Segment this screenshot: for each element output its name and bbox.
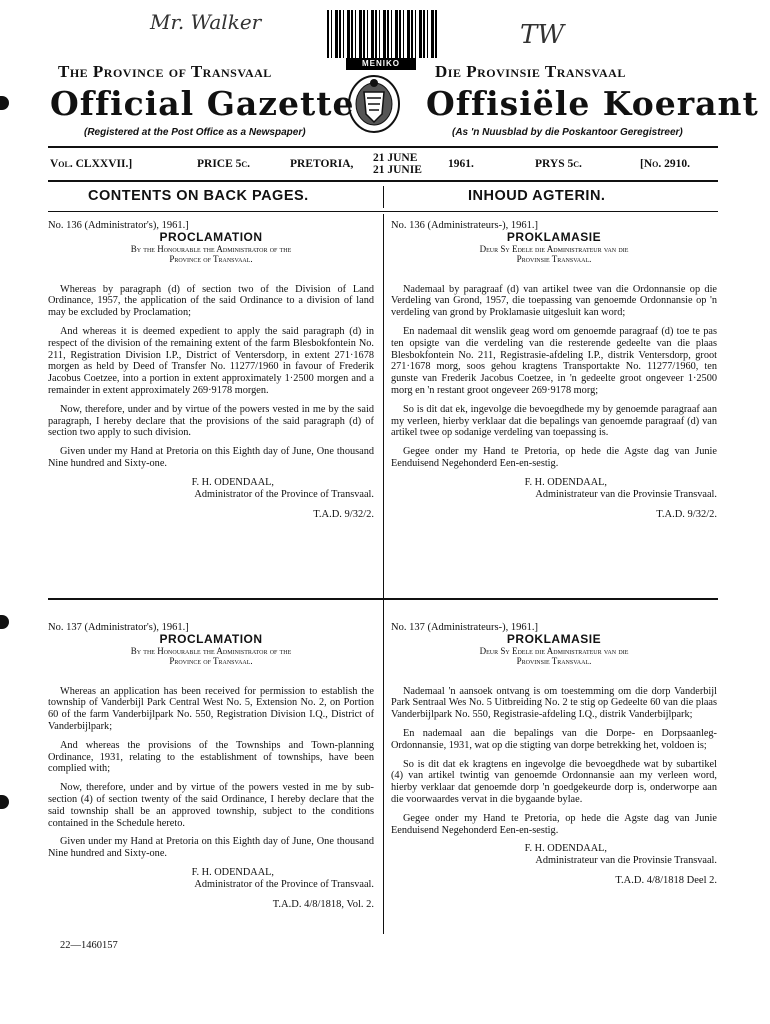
year: 1961.: [448, 158, 474, 170]
signatory: F. H. ODENDAAL,: [191, 476, 274, 488]
reference: T.A.D. 4/8/1818, Vol. 2.: [272, 898, 374, 910]
registered-note-left: (Registered at the Post Office as a Newspaper): [84, 127, 306, 138]
paragraph: Nademaal by paragraaf (d) van artikel twee van die Ordonnansie op die Verdeling van Grond, 1957, die toepassing van genoemde Ordonnansie op 'n verdeling van grond by Proklamasie uitgesluit kan word;: [391, 283, 717, 319]
date-afrikaans: 21 JUNIE: [373, 164, 422, 176]
proclamation-136-english: [48, 220, 374, 521]
paragraph: Gegee onder my Hand te Pretoria, op hede die Agste dag van Junie Eenduisend Negehonderd Een-en-sestig.: [391, 446, 717, 469]
proclamation-by-line-2: Province of Transvaal.: [169, 253, 253, 264]
proclamation-by-line: By the Honourable the Administrator of the: [130, 645, 292, 656]
signatory: F. H. ODENDAAL,: [524, 476, 607, 488]
paragraph: Gegee onder my Hand te Pretoria, op hede die Agste dag van Junie Eenduisend Negehonderd Een-en-sestig.: [391, 812, 717, 836]
paragraph: And whereas the provisions of the Townships and Town-planning Ordinance, 1931, relating to the establishment of townships, have been complied with;: [48, 739, 374, 775]
signatory-title: Administrator of the Province of Transvaal.: [194, 878, 374, 890]
paragraph: Given under my Hand at Pretoria on this Eighth day of June, One thousand Nine hundred and Sixty-one.: [48, 836, 374, 860]
paragraph: En nademaal dit wenslik geag word om genoemde paragraaf (d) toe te pas ten opsigte van die verdeling van die resterende gedeelte van die plaas Blesbokfontein No. 211, Registrasie-afdeling I.P., distrik Ventersdorp, groot 271·1678 morg, soos gehou kragtens Transportakte No. 11277/1960, ten gunste van Frederik Jacobus Coetzee, in 'n gedeelte groot ongeveer 1·2500 morg en 'n restant groot ongeveer 269·9178 morg;: [391, 325, 717, 396]
proclamation-by-line: By the Honourable the Administrator of the: [130, 243, 292, 254]
paragraph: Now, therefore, under and by virtue of the powers vested in me by the said paragraph, I hereby declare that the provisions of the said paragraph (d) of section two apply to such division.: [48, 403, 374, 439]
proclamation-heading: PROKLAMASIE: [506, 631, 602, 646]
handwritten-note-right: TW: [520, 20, 565, 50]
proclamation-by-line: Deur Sy Edele die Administrateur van die: [479, 645, 629, 656]
barcode: [327, 10, 439, 58]
signatory-title: Administrateur van die Provinsie Transvaal.: [535, 855, 717, 867]
proclamation-by-line-2: Provinsie Transvaal.: [516, 655, 592, 666]
contents-rule: [48, 211, 718, 212]
reference: T.A.D. 9/32/2.: [313, 508, 374, 520]
section-rule: [48, 598, 718, 600]
signatory-title: Administrateur van die Provinsie Transvaal.: [535, 488, 717, 500]
proclamation-heading: PROCLAMATION: [159, 631, 263, 646]
proclamation-number: No. 136 (Administrator's), 1961.]: [48, 220, 189, 231]
proclamation-number: No. 137 (Administrator's), 1961.]: [48, 622, 189, 633]
column-divider: [383, 214, 384, 934]
official-gazette-title: Official Gazette: [50, 84, 355, 123]
proclamation-136-afrikaans: [391, 220, 717, 521]
paragraph: Nademaal 'n aansoek ontvang is om toestemming om die dorp Vanderbijl Park Sentraal Wes No. 5 Uitbreiding No. 2 te stig op Gedeelte 60 van die plaas Vanderbijlpark No. 550, Registrasie-afdeling I.Q., distrik Vanderbijlpark;: [391, 685, 717, 721]
proclamation-by-line-2: Province of Transvaal.: [169, 655, 253, 666]
paragraph: Now, therefore, under and by virtue of the powers vested in me by sub-section (4) of section twenty of the said Ordinance, I hereby declare that the said township shall be an approved township, subject to the conditions contained in the Schedule hereto.: [48, 782, 374, 829]
punch-hole-mark: [0, 795, 9, 809]
issue-number: [No. 2910.: [640, 158, 690, 170]
signatory: F. H. ODENDAAL,: [524, 843, 607, 855]
proclamation-heading: PROCLAMATION: [159, 229, 263, 244]
place: PRETORIA,: [290, 158, 354, 170]
price: PRICE 5c.: [197, 158, 251, 170]
coat-of-arms-icon: [347, 74, 401, 134]
masthead-left-title: The Province of Transvaal: [58, 62, 272, 81]
handwritten-note-left: Mr. Walker: [150, 10, 262, 34]
proclamation-number: No. 136 (Administrateurs-), 1961.]: [391, 220, 538, 231]
issue-rule: [48, 180, 718, 182]
paragraph: So is dit dat ek, ingevolge die bevoegdhede my by genoemde paragraaf aan my verleen, hierby verklaar dat die bepalings van genoemde paragraaf (d) van artikel twee op sodanige verdeling van toepassing is.: [391, 403, 717, 439]
punch-hole-mark: [0, 615, 9, 629]
barcode-label: MENIKO: [346, 58, 416, 70]
proclamation-137-afrikaans: [391, 622, 717, 887]
proclamation-by-line-2: Provinsie Transvaal.: [516, 253, 592, 264]
signatory-title: Administrator of the Province of Transvaal.: [194, 488, 374, 500]
offisiele-koerant-title: Offisiële Koerant: [426, 84, 759, 123]
contents-on-back-pages: CONTENTS ON BACK PAGES.: [88, 188, 309, 204]
paragraph: And whereas it is deemed expedient to apply the said paragraph (d) in respect of the division of the remaining extent of the farm Blesbokfontein No. 211, Registration Division I.P., District of Ventersdorp, in extent 271·1678 morgen as held by Deed of Transfer No. 11277/1960 in favour of Frederik Jacobus Coetzee, into a portion in extent approximately 1·2500 morgen and a remainder in extent approximately 269·9178 morgen.: [48, 325, 374, 396]
proclamation-number: No. 137 (Administrateurs-), 1961.]: [391, 622, 538, 633]
paragraph: Given under my Hand at Pretoria on this Eighth day of June, One thousand Nine hundred and Sixty-one.: [48, 446, 374, 469]
proclamation-heading: PROKLAMASIE: [506, 229, 602, 244]
paragraph: En nademaal aan die bepalings van die Dorpe- en Dorpsaanleg-Ordonnansie, 1931, wat op die stigting van dorpe betrekking het, voldoen is;: [391, 727, 717, 751]
paragraph: Whereas by paragraph (d) of section two of the Division of Land Ordinance, 1957, the application of the said Ordinance to a division of land may be excluded by Proclamation;: [48, 283, 374, 319]
proclamation-137-english: [48, 622, 374, 911]
paragraph: So is dit dat ek kragtens en ingevolge die bevoegdhede wat by subartikel (4) van artikel twintig van genoemde Ordonnansie aan my verleen word, hierby verklaar dat genoemde dorp 'n goedgekeurde dorp is, onderworpe aan die voorwaardes vervat in die bygaande bylae.: [391, 758, 717, 805]
reference: T.A.D. 9/32/2.: [656, 508, 717, 520]
print-code: 22—1460157: [60, 940, 118, 951]
proclamation-by-line: Deur Sy Edele die Administrateur van die: [479, 243, 629, 254]
volume: Vol. CLXXVII.]: [50, 158, 133, 170]
paragraph: Whereas an application has been received for permission to establish the township of Vanderbijl Park Central West No. 5, Extension No. 2, on Portion 60 of the farm Vanderbijlpark No. 550, Registration Division I.Q., District of Vanderbijlpark;: [48, 685, 374, 732]
registered-note-right: (As 'n Nuusblad by die Poskantoor Geregistreer): [452, 127, 683, 138]
masthead-right-title: Die Provinsie Transvaal: [435, 62, 626, 81]
signatory: F. H. ODENDAAL,: [191, 866, 274, 878]
banner-divider: [383, 186, 384, 208]
prys: PRYS 5c.: [535, 158, 582, 170]
inhoud-agterin: INHOUD AGTERIN.: [468, 188, 606, 204]
date-english: 21 JUNE: [373, 152, 418, 164]
reference: T.A.D. 4/8/1818 Deel 2.: [615, 875, 717, 887]
punch-hole-mark: [0, 96, 9, 110]
masthead-rule: [48, 146, 718, 148]
